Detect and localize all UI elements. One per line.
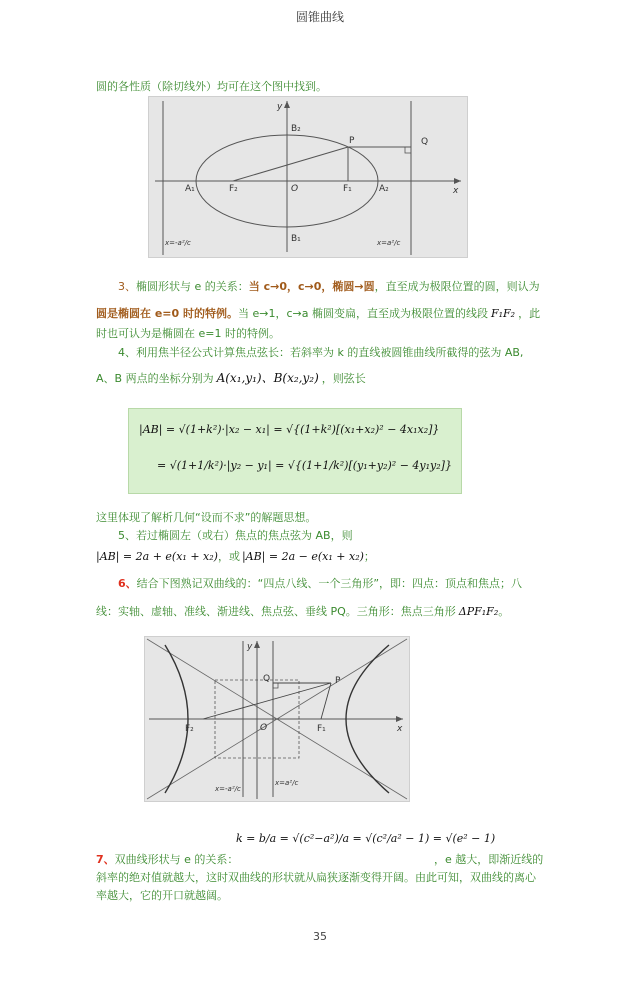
item6-line1-text: 结合下图熟记双曲线的：“四点八线、一个三角形”，即：四点：顶点和焦点；八 (136, 577, 523, 590)
label-y: y (277, 102, 283, 112)
label-directrix-left: x=-a²/c (215, 785, 241, 793)
item4-line2a: A、B 两点的坐标分别为 (96, 372, 214, 385)
item6-triangle: ΔPF₁F₂ (458, 605, 499, 618)
item4-line2 (96, 370, 366, 387)
page-number: 35 (313, 930, 327, 943)
label-f1: F₁ (343, 184, 352, 194)
label-x: x (397, 724, 403, 734)
item3-lead: 椭圆形状与 e 的关系： (136, 280, 249, 293)
item4-line1: 4、利用焦半径公式计算焦点弦长：若斜率为 k 的直线被圆锥曲线所截得的弦为 AB, (118, 346, 524, 359)
label-p: P (349, 136, 355, 146)
item7-line3: 率越大，它的开口就越阔。 (96, 889, 228, 902)
item3-bold2: 圆是椭圆在 e=0 时的特例。 (96, 307, 238, 320)
item6-line1 (118, 576, 522, 592)
label-b2: B₂ (291, 124, 301, 134)
item3-num: 3、 (118, 280, 136, 293)
item3-after2: ，直至成为极限位置的线段 (355, 307, 488, 320)
item3-after3: ，此 (518, 307, 541, 320)
item3-line1 (118, 279, 540, 295)
item3-segment: F₁F₂ (490, 307, 516, 320)
label-q: Q (421, 137, 429, 147)
item4-coords: A(x₁,y₁)、B(x₂,y₂) (216, 371, 319, 385)
label-a2: A₂ (379, 184, 389, 194)
item6-line2-text: 线：实轴、虚轴、准线、渐进线、焦点弦、垂线 PQ。三角形：焦点三角形 (96, 605, 456, 618)
item3-bold1: 当 c→0，c→0，椭圆→圆 (248, 280, 375, 293)
item5-line2 (96, 549, 375, 565)
item5-or: ，或 (217, 550, 240, 563)
item5-line1: 5、若过椭圆左（或右）焦点的焦点弦为 AB，则 (118, 529, 353, 542)
label-y: y (247, 642, 253, 652)
item7-line2: 斜率的绝对值就越大，这时双曲线的形状就从扁狭逐渐变得开阔。由此可知，双曲线的离心 (96, 871, 536, 884)
label-q: Q (263, 674, 271, 684)
idea-text: 这里体现了解析几何“设而不求”的解题思想。 (96, 511, 317, 524)
ellipse-figure (148, 96, 468, 258)
label-f2: F₂ (185, 724, 194, 734)
item6-end: 。 (498, 605, 510, 618)
focal-radius-f2p (233, 147, 348, 181)
item3-line2 (96, 306, 540, 322)
item5-formula-a: |AB| = 2a + e(x₁ + x₂) (96, 550, 218, 563)
item7-line1 (96, 852, 238, 868)
ellipse-diagram (149, 97, 467, 257)
label-b1: B₁ (291, 234, 301, 244)
label-directrix-right: x=a²/c (377, 239, 401, 247)
label-a1: A₁ (185, 184, 195, 194)
chord-formula-row2: = √(1+1/k²)·|y₂ − y₁| = √{(1+1/k²)[(y₁+y₂)² − 4y₁y₂]} (157, 459, 452, 472)
item4-line2b: ，则弦长 (321, 372, 366, 385)
intro-text: 圆的各性质（除切线外）均可在这个图中找到。 (96, 80, 327, 93)
item7-after: ，e 越大，即渐近线的 (434, 853, 544, 866)
chord-length-formula-box (128, 408, 462, 494)
item7-lead: 双曲线形状与 e 的关系： (114, 853, 239, 866)
hyperbola-diagram (145, 637, 409, 801)
label-f2: F₂ (229, 184, 238, 194)
item6-num: 6、 (118, 577, 137, 590)
segment-f2p (203, 683, 331, 719)
label-o: O (260, 723, 268, 733)
item5-formula-b: |AB| = 2a − e(x₁ + x₂) (241, 550, 364, 563)
label-directrix-left: x=-a²/c (165, 239, 191, 247)
label-directrix-right: x=a²/c (275, 779, 299, 787)
label-f1: F₁ (317, 724, 326, 734)
label-x: x (453, 186, 459, 196)
chord-formula-row1: |AB| = √(1+k²)·|x₂ − x₁| = √{(1+k²)[(x₁+x₂)² − 4x₁x₂]} (139, 423, 440, 436)
item3-mid2: 当 e→1，c→a 椭圆变扁 (238, 307, 356, 320)
label-p: P (335, 676, 341, 686)
label-o: O (291, 184, 299, 194)
item3-line3: 时也可认为是椭圆在 e=1 时的特例。 (96, 327, 280, 340)
item7-num: 7、 (96, 853, 115, 866)
page-header: 圆锥曲线 (295, 10, 344, 24)
item3-after1: ，直至成为极限位置的圆，则认为 (374, 280, 540, 293)
item5-end: ； (363, 550, 375, 563)
item7-formula: k = b/a = √(c²−a²)/a = √(c²/a² − 1) = √(e² − 1) (236, 832, 496, 845)
hyperbola-figure (144, 636, 410, 802)
item6-line2 (96, 604, 509, 620)
